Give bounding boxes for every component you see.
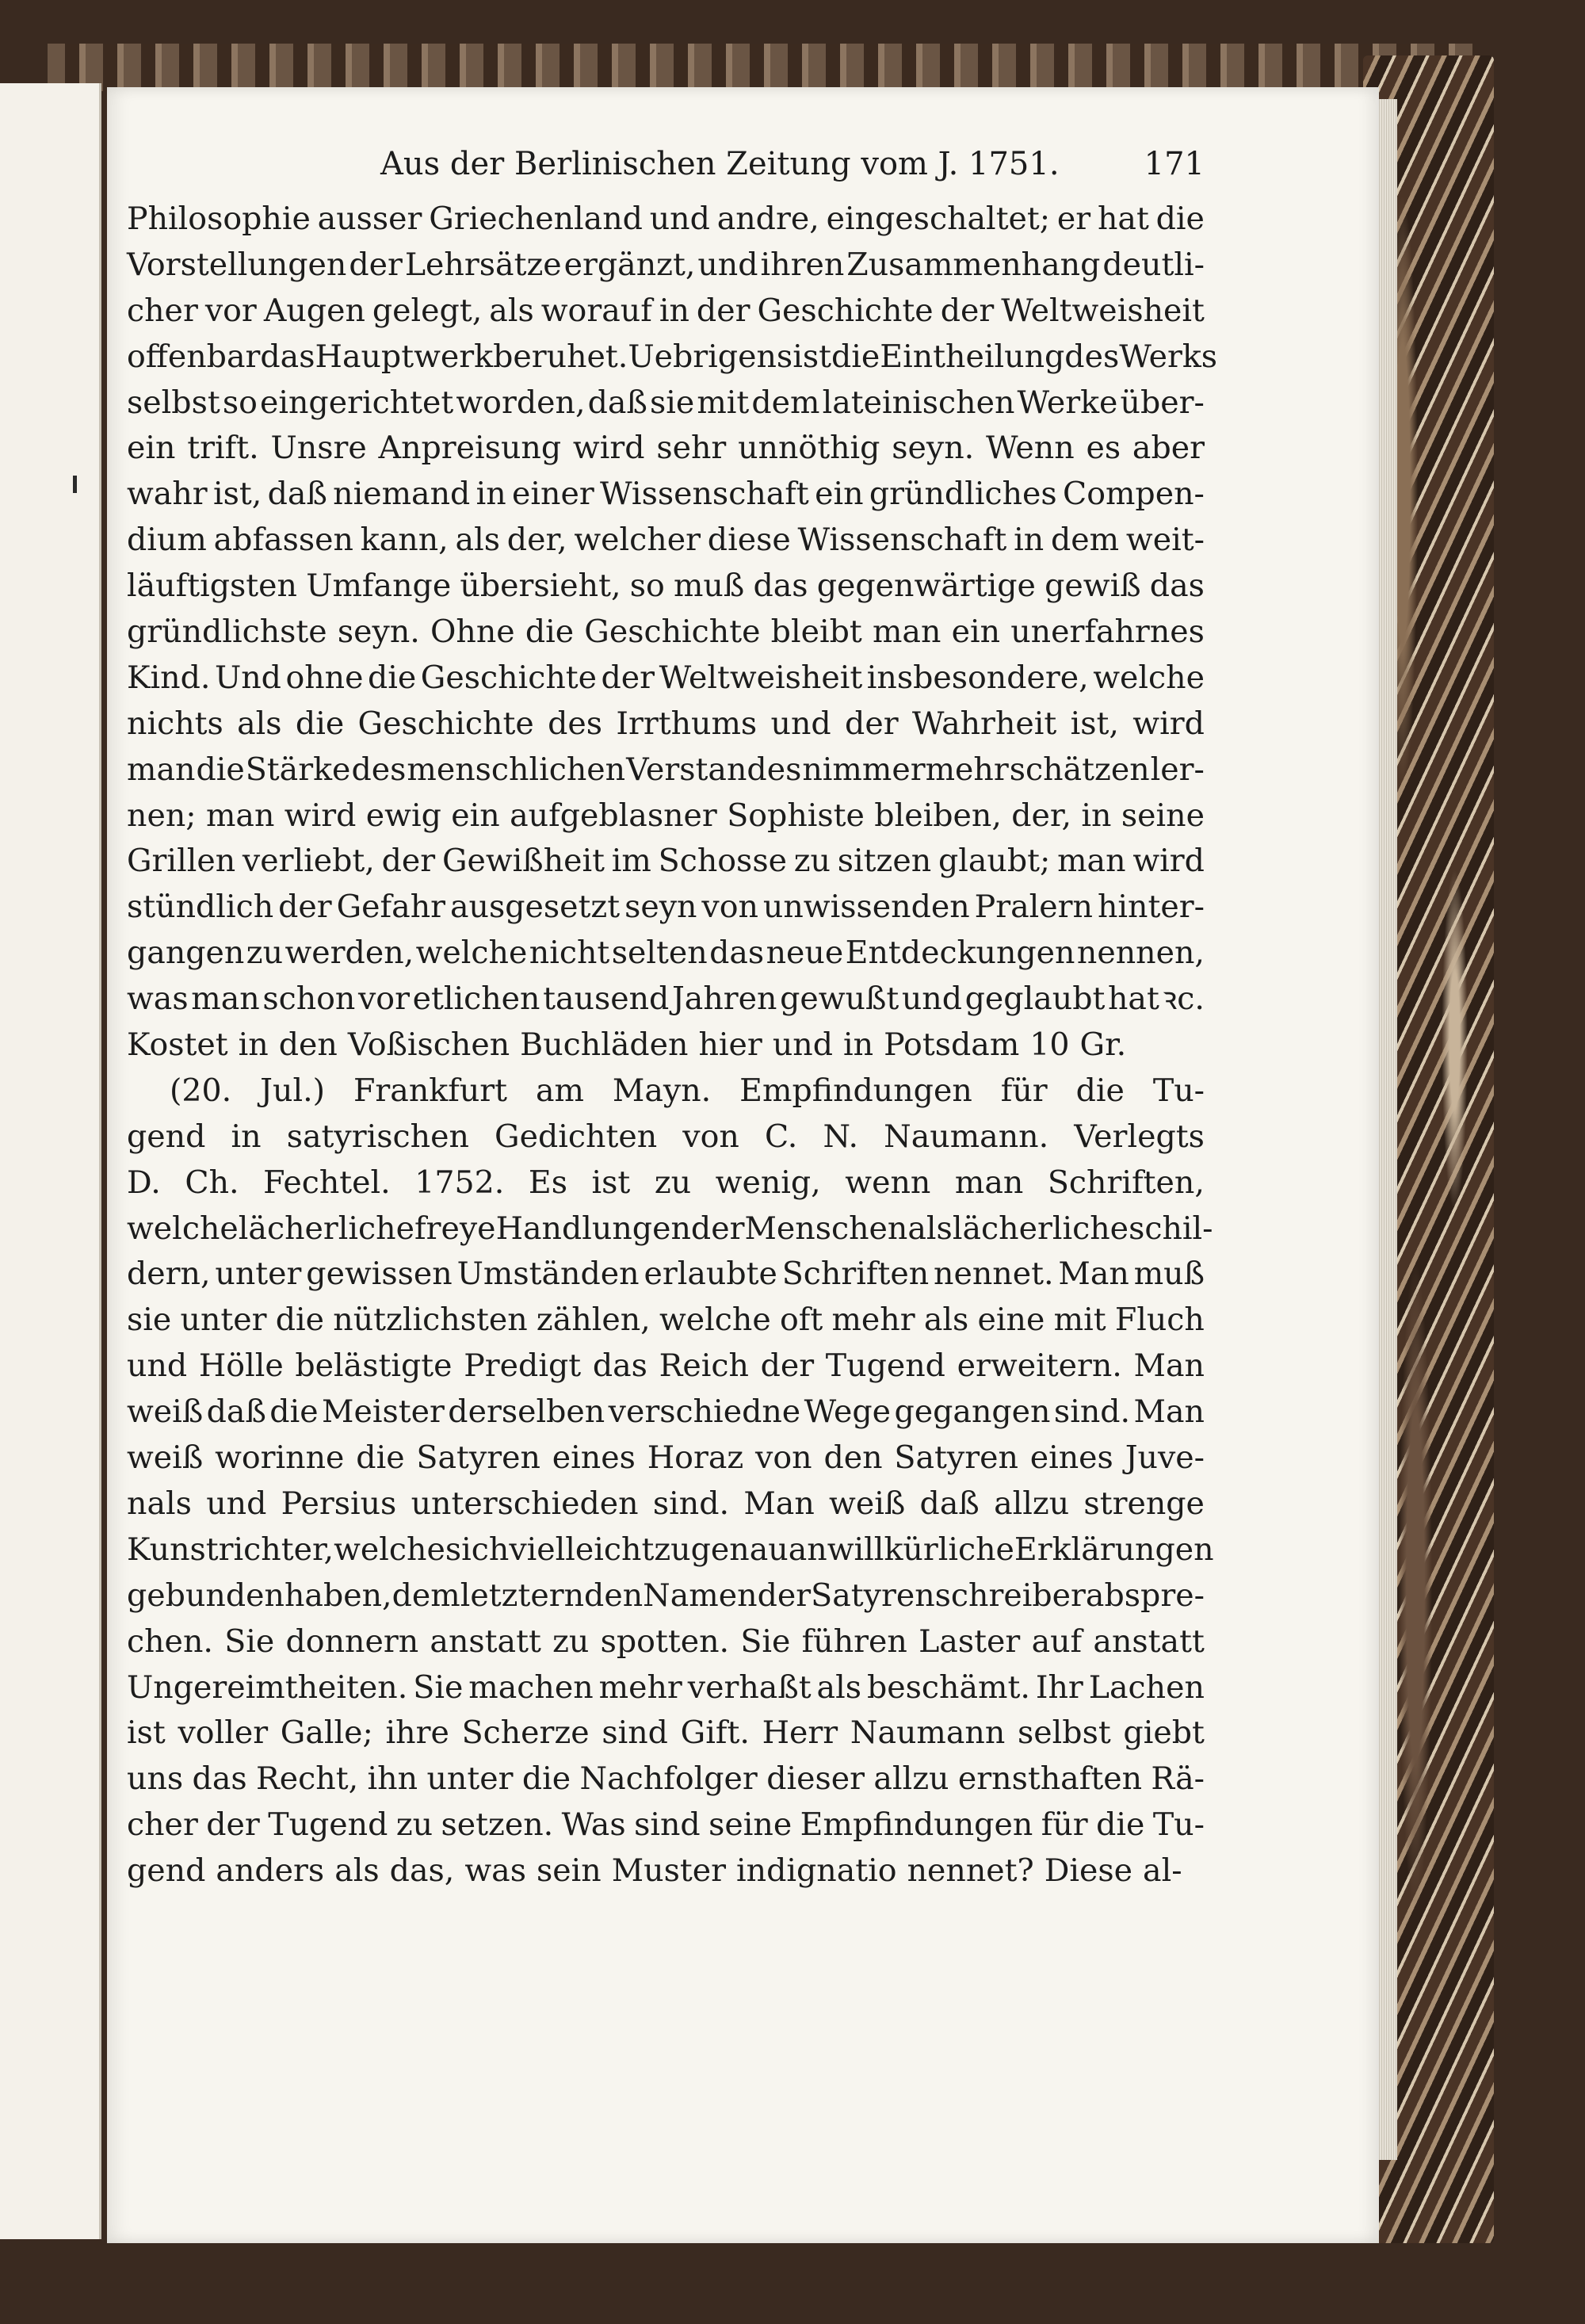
- text-line: nichts als die Geschichte des Irrthums und der Wahrheit ist, wird: [127, 705, 1205, 742]
- facing-page-edge: [0, 83, 101, 2239]
- text-line: und Hölle belästigte Predigt das Reich der Tugend erweitern. Man: [127, 1347, 1205, 1385]
- text-line: ist voller Galle; ihre Scherze sind Gift. Herr Naumann selbst giebt: [127, 1714, 1205, 1752]
- page-header: [143, 146, 1205, 193]
- text-line: D. Ch. Fechtel. 1752. Es ist zu wenig, wenn man Schriften,: [127, 1164, 1205, 1201]
- margin-mark: [73, 476, 77, 493]
- text-line: was man schon vor etlichen tausend Jahren gewußt und geglaubt hat ꝛc.: [127, 980, 1205, 1018]
- text-line: Ungereimtheiten. Sie machen mehr verhaßt als beschämt. Ihr Lachen: [127, 1668, 1205, 1706]
- text-line: uns das Recht, ihn unter die Nachfolger dieser allzu ernsthaften Rä-: [127, 1760, 1205, 1798]
- book-board-top: [48, 44, 1474, 91]
- text-line: Kostet in den Voßischen Buchläden hier und in Potsdam 10 Gr.: [127, 1026, 1127, 1064]
- text-line: Grillen verliebt, der Gewißheit im Schosse zu sitzen glaubt; man wird: [127, 843, 1205, 880]
- text-line: Vorstellungen der Lehrsätze ergänzt, und ihren Zusammenhang deutli-: [127, 246, 1205, 283]
- text-line: selbst so eingerichtet worden, daß sie mit dem lateinischen Werke über-: [127, 384, 1205, 421]
- text-line: gangen zu werden, welche nicht selten das neue Entdeckungen nennen,: [127, 935, 1205, 972]
- text-line: weiß daß die Meister derselben verschiedne Wege gegangen sind. Man: [127, 1393, 1205, 1431]
- text-line: dern, unter gewissen Umständen erlaubte Schriften nennet. Man muß: [127, 1256, 1205, 1293]
- text-line: offenbar das Hauptwerk beruhet. Uebrigens ist die Eintheilung des Werks: [127, 338, 1218, 375]
- text-line: cher vor Augen gelegt, als worauf in der Geschichte der Weltweisheit: [127, 292, 1205, 329]
- text-line: ein trift. Unsre Anpreisung wird sehr unnöthig seyn. Wenn es aber: [127, 430, 1205, 467]
- text-line: Kunstrichter, welche sich vielleicht zu genau an willkürliche Erklärungen: [127, 1531, 1214, 1568]
- text-line: weiß worinne die Satyren eines Horaz von den Satyren eines Juve-: [127, 1439, 1205, 1477]
- body-text: [127, 197, 1218, 1894]
- text-line: gend anders als das, was sein Muster indignatio nennet? Diese al-: [127, 1852, 1182, 1890]
- text-line: Kind. Und ohne die Geschichte der Weltweisheit insbesondere, welche: [127, 659, 1205, 696]
- text-line: Philosophie ausser Griechenland und andre, eingeschaltet; er hat die: [127, 201, 1205, 237]
- text-line: gebunden haben, dem letztern den Namen der Satyrenschreiber abspre-: [127, 1577, 1205, 1614]
- text-line: man die Stärke des menschlichen Verstandes nimmermehr schätzen ler-: [127, 751, 1205, 788]
- text-line: stündlich der Gefahr ausgesetzt seyn von unwissenden Pralern hinter-: [127, 889, 1205, 926]
- text-line: wahr ist, daß niemand in einer Wissenschaft ein gründliches Compen-: [127, 476, 1205, 513]
- text-line: sie unter die nützlichsten zählen, welche oft mehr als eine mit Fluch: [127, 1302, 1205, 1339]
- text-line: gründlichste seyn. Ohne die Geschichte bleibt man ein unerfahrnes: [127, 613, 1205, 651]
- text-line: welche lächerliche freye Handlungen der Menschen als lächerliche schil-: [127, 1210, 1213, 1247]
- text-line: läuftigsten Umfange übersieht, so muß das gegenwärtige gewiß das: [127, 568, 1205, 605]
- text-line: nals und Persius unterschieden sind. Man weiß daß allzu strenge: [127, 1485, 1205, 1522]
- text-line: nen; man wird ewig ein aufgeblasner Sophiste bleiben, der, in seine: [127, 797, 1205, 834]
- text-line: cher der Tugend zu setzen. Was sind seine Empfindungen für die Tu-: [127, 1806, 1205, 1844]
- text-line: (20. Jul.) Frankfurt am Mayn. Empfindungen für die Tu-: [170, 1072, 1205, 1109]
- text-line: dium abfassen kann, als der, welcher diese Wissenschaft in dem weit-: [127, 522, 1205, 559]
- text-line: gend in satyrischen Gedichten von C. N. Naumann. Verlegts: [127, 1118, 1205, 1155]
- running-head: Aus der Berlinischen Zeitung vom J. 1751.: [380, 146, 1060, 182]
- text-line: chen. Sie donnern anstatt zu spotten. Sie führen Laster auf anstatt: [127, 1623, 1205, 1660]
- page-number: 171: [1144, 146, 1205, 182]
